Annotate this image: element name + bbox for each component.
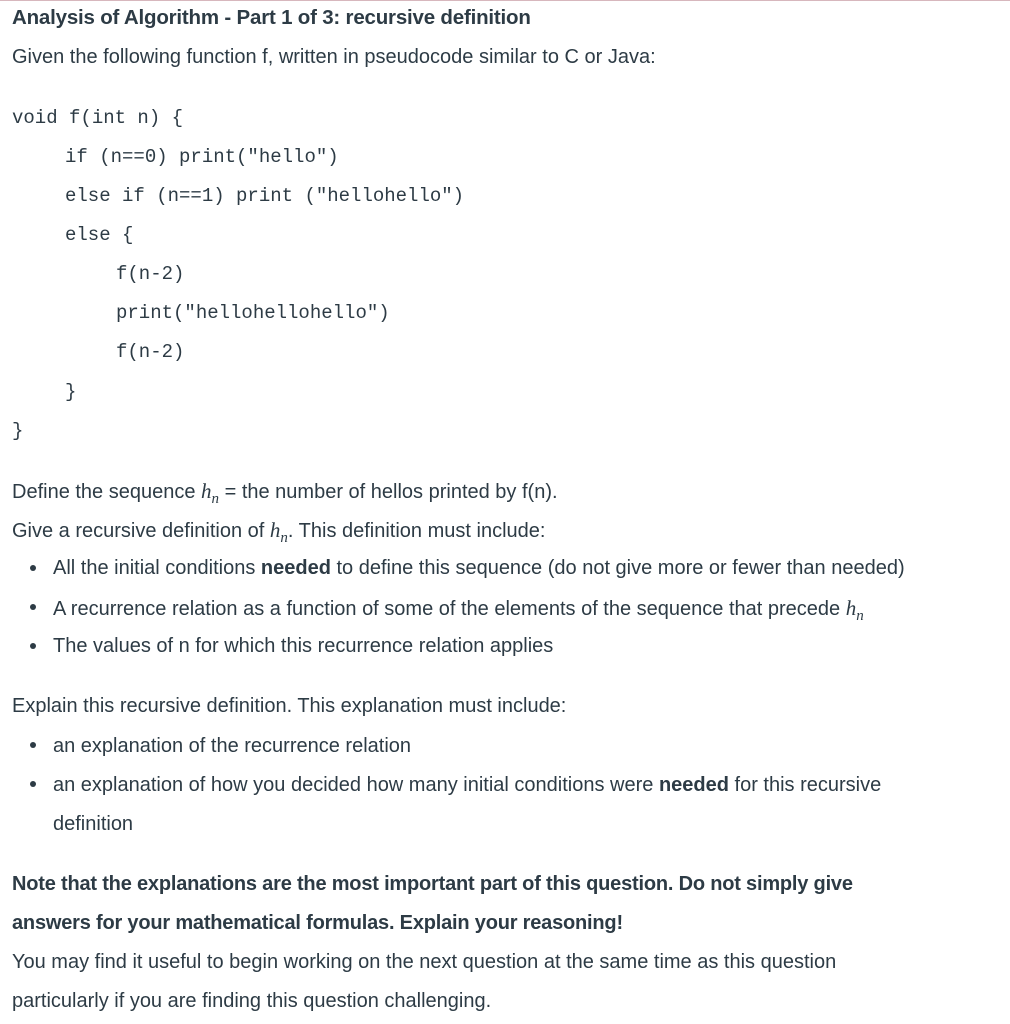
list-item: an explanation of the recurrence relation: [53, 735, 412, 757]
bullet-icon: [30, 643, 36, 649]
code-line-5: f(n-2): [116, 263, 185, 285]
note-line-2: answers for your mathematical formulas. Explain your reasoning!: [12, 912, 623, 934]
bullet-icon: [30, 565, 36, 571]
code-line-9: }: [12, 420, 24, 442]
closing-line-2: particularly if you are finding this question challenging.: [12, 990, 492, 1012]
sequence-variable: $h_n$: [269, 518, 288, 546]
list-item: The values of n for which this recurrence relation applies: [53, 635, 554, 657]
intro-text: Given the following function f, written in pseudocode similar to C or Java:: [12, 46, 656, 68]
give-suffix: . This definition must include:: [287, 520, 546, 542]
note-line-1: Note that the explanations are the most important part of this question. Do not simply give: [12, 873, 853, 895]
code-line-7: f(n-2): [116, 341, 185, 363]
define-suffix: = the number of hellos printed by f(n).: [219, 481, 558, 503]
list-item: A recurrence relation as a function of some of the elements of the sequence that precede $h_n$: [53, 596, 864, 624]
list-item-continuation: definition: [53, 813, 134, 835]
bullet-icon: [30, 604, 36, 610]
question-title: Analysis of Algorithm - Part 1 of 3: recursive definition: [12, 6, 531, 29]
top-divider: [0, 0, 1010, 1]
code-line-3: else if (n==1) print ("hellohello"): [65, 185, 465, 207]
sequence-variable: $h_n$: [201, 479, 220, 507]
list-item: All the initial conditions needed to define this sequence (do not give more or fewer than needed): [53, 557, 905, 579]
code-line-2: if (n==0) print("hello"): [65, 146, 339, 168]
list-item: an explanation of how you decided how many initial conditions were needed for this recursive: [53, 774, 882, 796]
define-sequence-text: [12, 477, 558, 506]
give-prefix: Give a recursive definition of: [12, 520, 270, 542]
explain-intro-text: Explain this recursive definition. This explanation must include:: [12, 695, 567, 717]
code-line-6: print("hellohellohello"): [116, 302, 390, 324]
bullet-icon: [30, 742, 36, 748]
closing-line-1: You may find it useful to begin working on the next question at the same time as this question: [12, 951, 837, 973]
bullet-icon: [30, 781, 36, 787]
code-line-1: void f(int n) {: [12, 107, 184, 129]
give-definition-text: [12, 516, 545, 545]
define-prefix: Define the sequence: [12, 481, 202, 503]
code-line-4: else {: [65, 224, 134, 246]
sequence-variable: $h_n$: [845, 596, 864, 624]
code-line-8: }: [65, 381, 77, 403]
